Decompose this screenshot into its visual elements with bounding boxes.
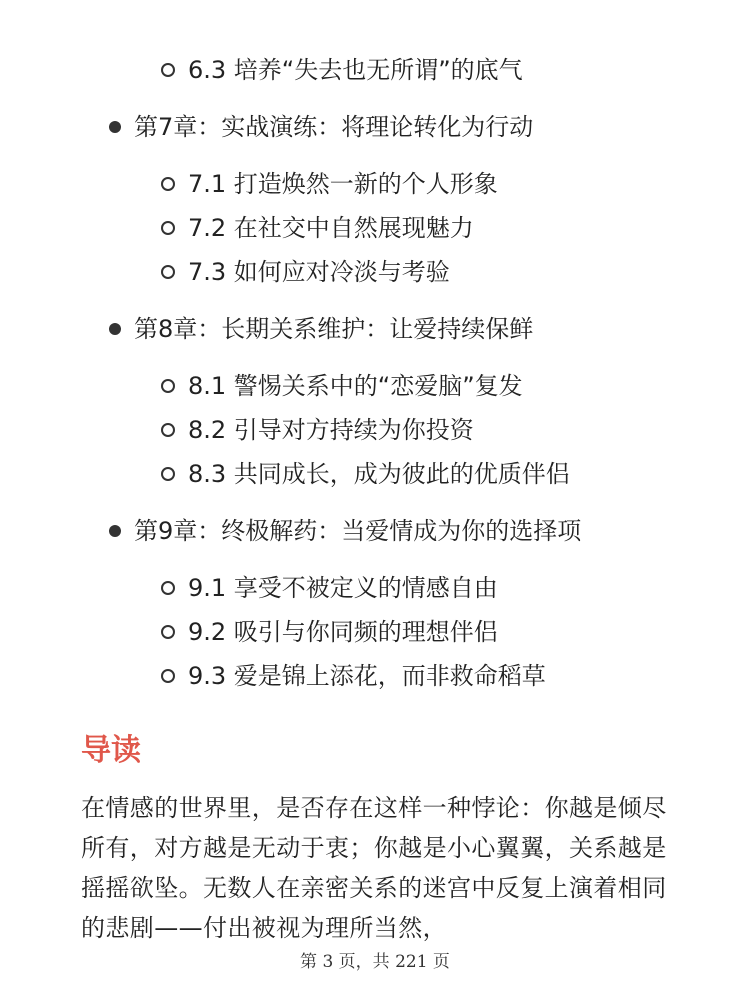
hollow-bullet-icon [161, 63, 175, 77]
toc-item-7-2[interactable] [0, 206, 750, 250]
toc-chapter-7[interactable] [0, 105, 750, 149]
toc-chapter-9[interactable] [0, 509, 750, 553]
toc-item-8-2[interactable] [0, 408, 750, 452]
page-number-footer: 第 3 页，共 221 页 [300, 952, 450, 972]
toc-chapter-8[interactable] [0, 307, 750, 351]
toc-item-label: 9.2 吸引与你同频的理想伴侣 [188, 618, 498, 646]
toc-item-label: 8.1 警惕关系中的“恋爱脑”复发 [188, 372, 523, 400]
section-heading: 导读 [81, 733, 141, 768]
toc-item-8-3[interactable] [0, 452, 750, 496]
hollow-bullet-icon [161, 625, 175, 639]
toc-item-label: 7.3 如何应对冷淡与考验 [188, 258, 450, 286]
hollow-bullet-icon [161, 581, 175, 595]
toc-item-label: 9.1 享受不被定义的情感自由 [188, 574, 498, 602]
toc-item-label: 9.3 爱是锦上添花，而非救命稻草 [188, 662, 546, 690]
toc-item-label: 8.3 共同成长，成为彼此的优质伴侣 [188, 460, 570, 488]
toc-item-label: 8.2 引导对方持续为你投资 [188, 416, 474, 444]
hollow-bullet-icon [161, 669, 175, 683]
toc-chapter-label: 第9章：终极解药：当爱情成为你的选择项 [134, 517, 582, 545]
toc-item-label: 6.3 培养“失去也无所谓”的底气 [188, 56, 523, 84]
filled-bullet-icon [109, 323, 121, 335]
toc-item-label: 7.2 在社交中自然展现魅力 [188, 214, 474, 242]
toc-item-label: 7.1 打造焕然一新的个人形象 [188, 170, 498, 198]
hollow-bullet-icon [161, 265, 175, 279]
toc-chapter-label: 第8章：长期关系维护：让爱持续保鲜 [134, 315, 534, 343]
hollow-bullet-icon [161, 221, 175, 235]
toc-item-9-2[interactable] [0, 610, 750, 654]
toc-item-8-1[interactable] [0, 364, 750, 408]
toc-item-9-3[interactable] [0, 654, 750, 698]
hollow-bullet-icon [161, 379, 175, 393]
toc-item-6-3[interactable] [0, 48, 750, 92]
toc-item-9-1[interactable] [0, 566, 750, 610]
filled-bullet-icon [109, 525, 121, 537]
intro-paragraph: 在情感的世界里，是否存在这样一种悖论：你越是倾尽所有，对方越是无动于衷；你越是小心翼翼，关系越是摇摇欲坠。无数人在亲密关系的迷宫中反复上演着相同的悲剧——付出被视为理所当然， [81, 794, 667, 942]
hollow-bullet-icon [161, 467, 175, 481]
toc-item-7-3[interactable] [0, 250, 750, 294]
toc-chapter-label: 第7章：实战演练：将理论转化为行动 [134, 113, 534, 141]
filled-bullet-icon [109, 121, 121, 133]
hollow-bullet-icon [161, 177, 175, 191]
hollow-bullet-icon [161, 423, 175, 437]
toc-item-7-1[interactable] [0, 162, 750, 206]
